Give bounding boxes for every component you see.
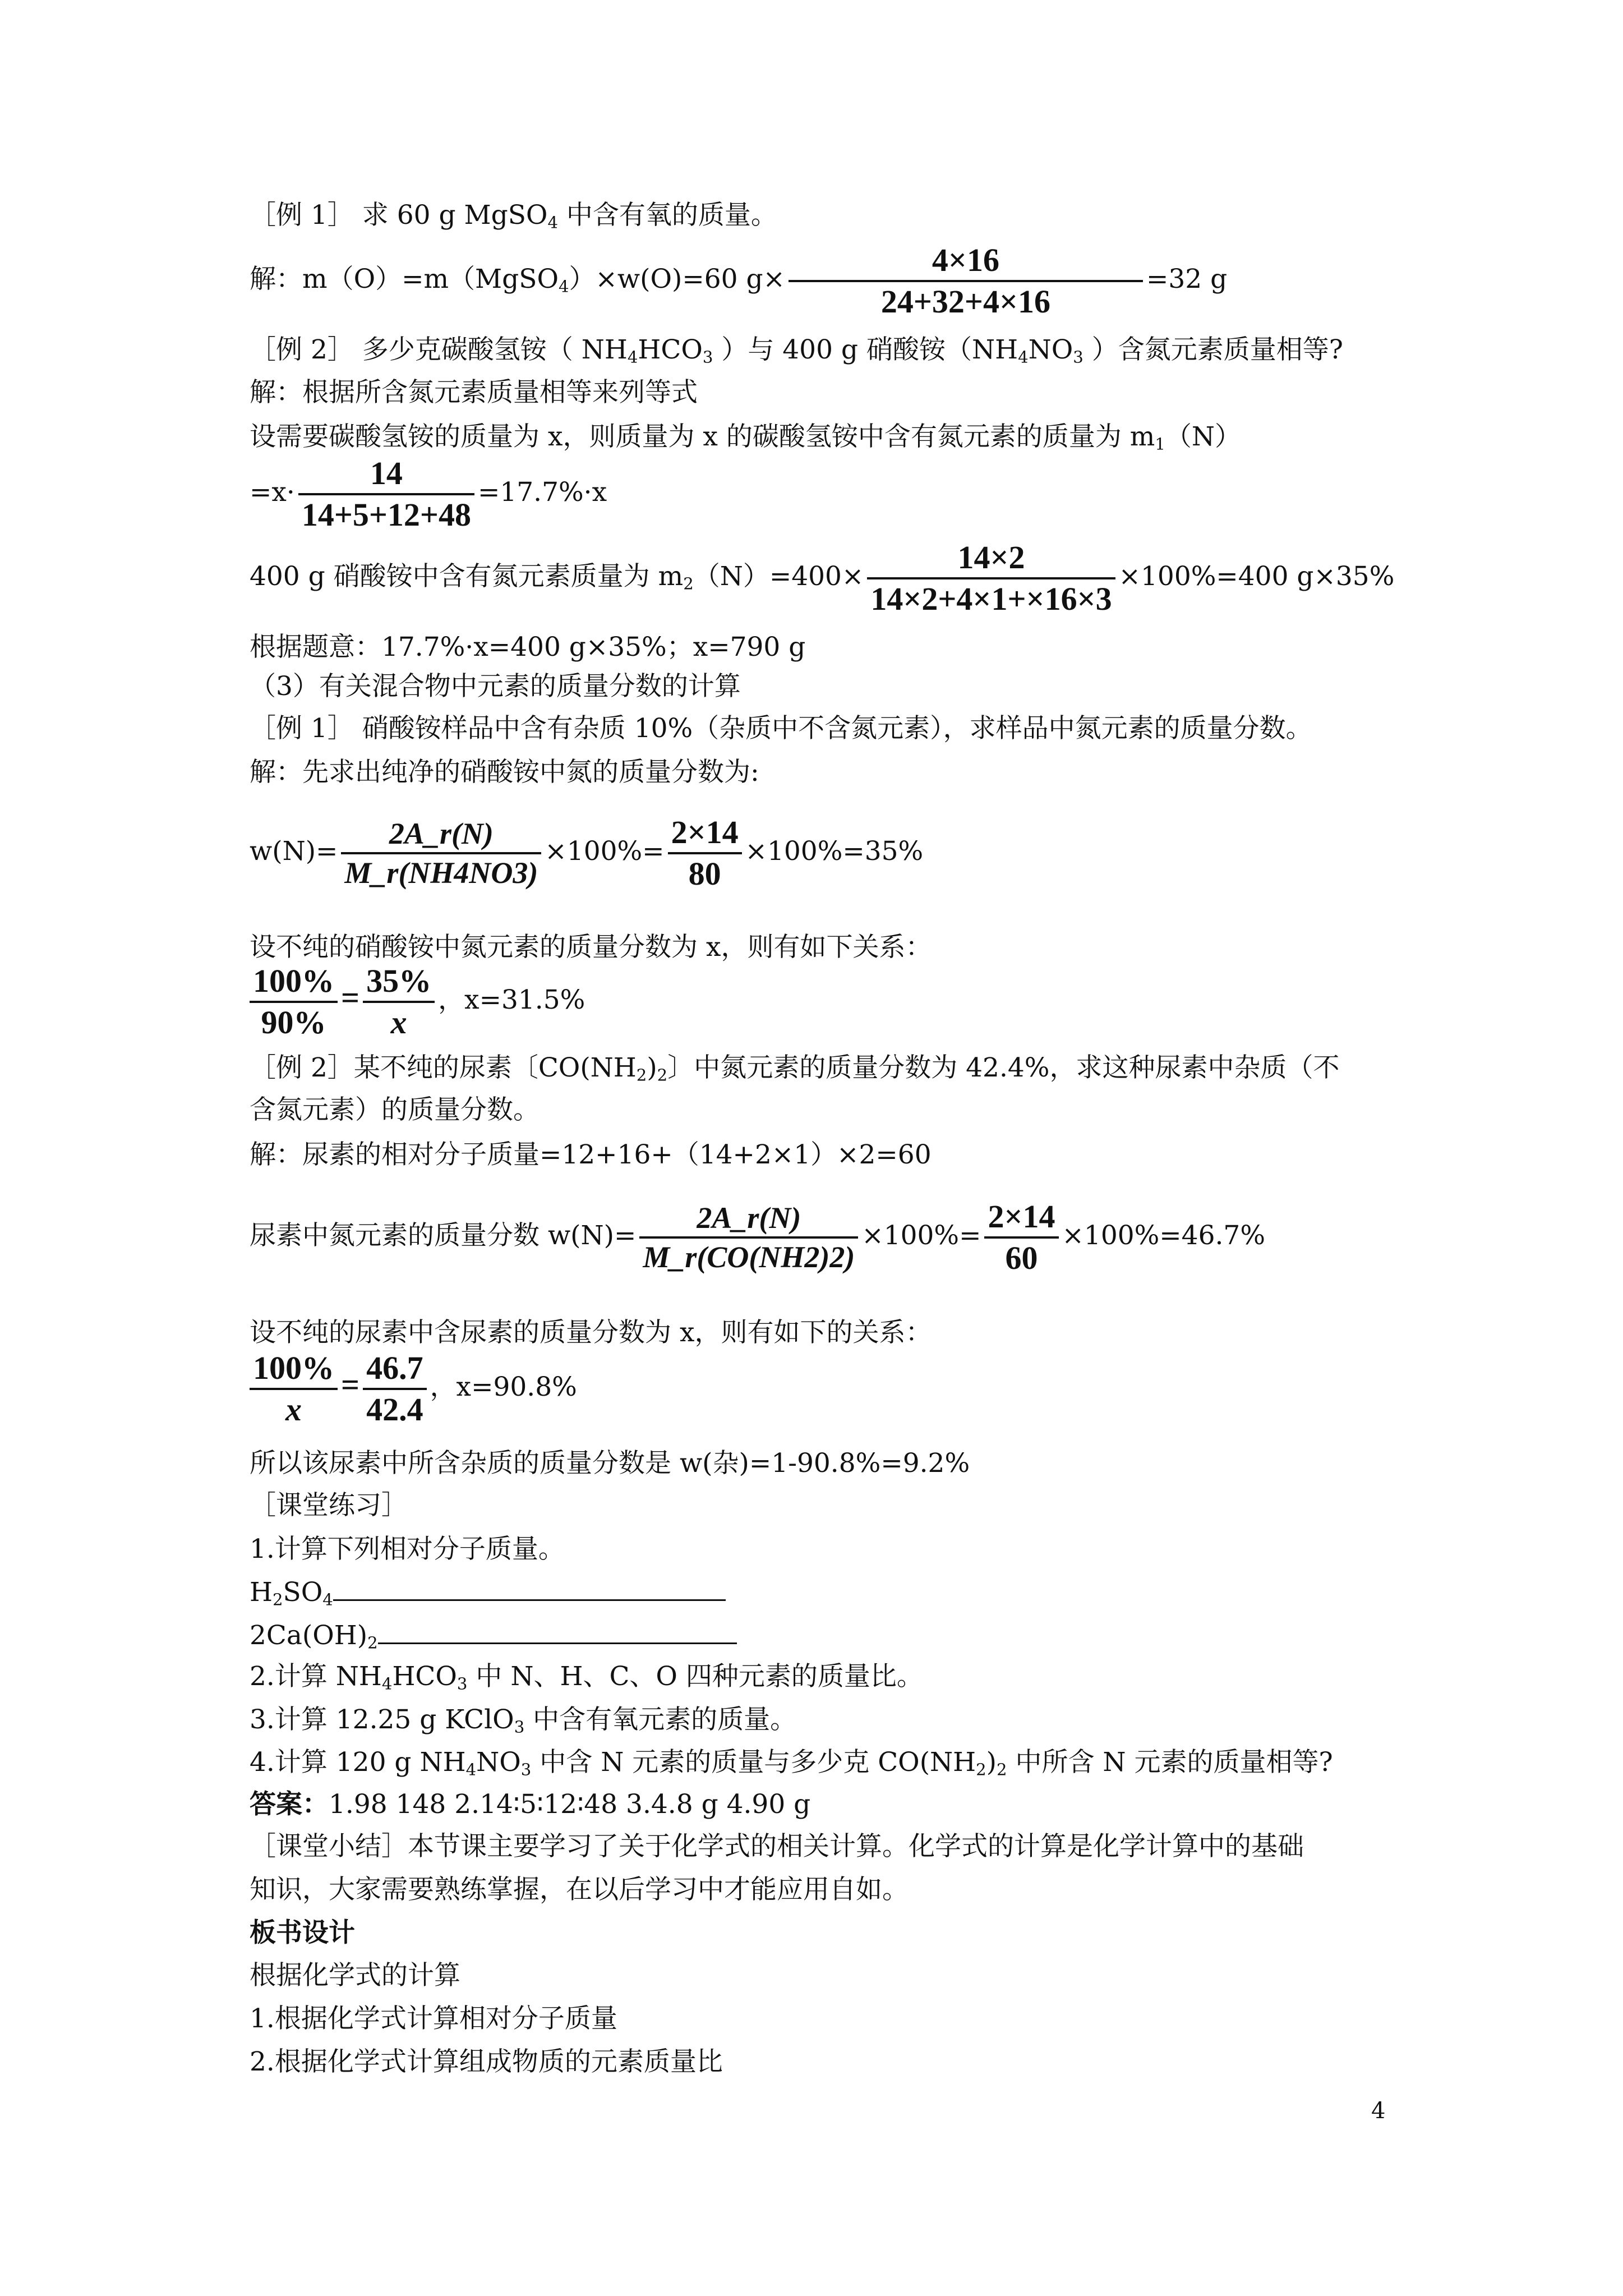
fraction: $\frac{14}{14+5+12+48}$ xyxy=(298,457,474,531)
answer-blank xyxy=(333,1599,726,1601)
example2-line5: 根据题意：17.7%·x=400 g×35%；x=790 g xyxy=(250,632,806,662)
example4-line1: 解：尿素的相对分子质量=12+16+（14+2×1）×2=60 xyxy=(250,1139,932,1170)
example3-line2: w(N)= $\frac{2A\_r(N)}{M\_r(NH4NO3)}$ ×100%= $\frac{2\times 14}{80}$ ×100%=35% xyxy=(250,814,924,892)
example4-title-line2: 含氮元素）的质量分数。 xyxy=(250,1094,540,1125)
example1-solution: 解：m（O）=m（MgSO$_4$）×w(O)=60 g× $\frac{4\times 16}{24+32+4\times 16}$ =32 g xyxy=(250,242,1228,320)
fraction: $\frac{2A\_r(N)}{M\_r(CO(NH2)2)}$ xyxy=(639,1203,858,1272)
practice-formula-2: $2Ca(OH)_2$ xyxy=(250,1622,737,1651)
example4-title-line1: ［例 2］某不纯的尿素〔$CO(NH_2)_2$〕中氮元素的质量分数为 42.4%，求这种尿素中杂质（不 xyxy=(250,1052,1340,1085)
example2-line2: 设需要碳酸氢铵的质量为 x，则质量为 x 的碳酸氢铵中含有氮元素的质量为 $m_1(N)$ xyxy=(250,421,1241,454)
fraction: $\frac{2\times 14}{80}$ xyxy=(668,816,742,890)
example2-line3: =x· $\frac{14}{14+5+12+48}$ =17.7%·x xyxy=(250,455,607,533)
example4-line4: $\frac{100\%}{x}$ = $\frac{46.7}{42.4}$ ，x=90.8% xyxy=(250,1352,577,1426)
example4-line5: 所以该尿素中所含杂质的质量分数是 w(杂)=1-90.8%=9.2% xyxy=(250,1448,970,1479)
fraction: $\frac{35\%}{x}$ xyxy=(363,965,435,1039)
fraction: $\frac{2\times 14}{60}$ xyxy=(984,1200,1058,1274)
board-line1: 根据化学式的计算 xyxy=(250,1960,460,1991)
fraction: $\frac{4\times 16}{24+32+4\times 16}$ xyxy=(789,244,1143,318)
practice-q1: 1.计算下列相对分子质量。 xyxy=(250,1534,565,1565)
example3-line4: $\frac{100\%}{90\%}$ = $\frac{35\%}{x}$ ，x=31.5% xyxy=(250,965,585,1039)
page-number: 4 xyxy=(1371,2098,1386,2124)
summary-line1: ［课堂小结］本节课主要学习了关于化学式的相关计算。化学式的计算是化学计算中的基础 xyxy=(250,1831,1304,1862)
section-3-heading: （3）有关混合物中元素的质量分数的计算 xyxy=(250,671,741,702)
fraction: $\frac{100\%}{x}$ xyxy=(250,1352,338,1426)
practice-formula-1: $H_2SO_4$ xyxy=(250,1579,726,1608)
example2-line4: 400 g 硝酸铵中含有氮元素质量为 $m_2(N)=400\times$ $\frac{14\times 2}{14\times 2+4\times 1+\times 16\times 3}$ ×100%=400 g×35% xyxy=(250,539,1395,617)
example3-line1: 解：先求出纯净的硝酸铵中氮的质量分数为: xyxy=(250,757,759,788)
summary-line2: 知识，大家需要熟练掌握，在以后学习中才能应用自如。 xyxy=(250,1874,909,1905)
practice-answers: 答案：1.98 148 2.14∶5∶12∶48 3.4.8 g 4.90 g xyxy=(250,1789,811,1820)
answer-blank xyxy=(378,1642,737,1644)
fraction: $\frac{2A\_r(N)}{M\_r(NH4NO3)}$ xyxy=(341,818,541,888)
fraction: $\frac{100\%}{90\%}$ xyxy=(250,965,338,1039)
board-line3: 2.根据化学式计算组成物质的元素质量比 xyxy=(250,2046,723,2077)
board-design-heading: 板书设计 xyxy=(250,1917,355,1948)
example3-line3: 设不纯的硝酸铵中氮元素的质量分数为 x，则有如下关系： xyxy=(250,932,932,963)
example4-line3: 设不纯的尿素中含尿素的质量分数为 x，则有如下的关系： xyxy=(250,1317,932,1348)
example2-line1: 解：根据所含氮元素质量相等来列等式 xyxy=(250,377,698,408)
example3-title: ［例 1］ 硝酸铵样品中含有杂质 10%（杂质中不含氮元素），求样品中氮元素的质量分数。 xyxy=(250,713,1312,744)
practice-q2: 2.计算 $NH_4HCO_3$ 中 N、H、C、O 四种元素的质量比。 xyxy=(250,1661,923,1694)
example4-line2: 尿素中氮元素的质量分数 w(N)= $\frac{2A\_r(N)}{M\_r(CO(NH2)2)}$ ×100%= $\frac{2\times 14}{60}$ ×100%=46.7% xyxy=(250,1198,1265,1276)
example1-title: ［例 1］ 求 60 g MgSO$_4$ 中含有氧的质量。 xyxy=(250,200,777,232)
practice-heading: ［课堂练习］ xyxy=(250,1490,408,1521)
practice-q4: 4.计算 120 g $NH_4NO_3$ 中含 N 元素的质量与多少克 $CO(NH_2)_2$ 中所含 N 元素的质量相等? xyxy=(250,1747,1333,1779)
example2-title: ［例 2］ 多少克碳酸氢铵（ $NH_4HCO_3$ ）与 400 g 硝酸铵（$NH_4NO_3$ ）含氮元素质量相等? xyxy=(250,334,1343,367)
fraction: $\frac{46.7}{42.4}$ xyxy=(363,1352,427,1426)
practice-q3: 3.计算 12.25 g KClO$_3$ 中含有氧元素的质量。 xyxy=(250,1704,797,1737)
board-line2: 1.根据化学式计算相对分子质量 xyxy=(250,2003,617,2034)
fraction: $\frac{14\times 2}{14\times 2+4\times 1+\times 16\times 3}$ xyxy=(867,541,1115,615)
